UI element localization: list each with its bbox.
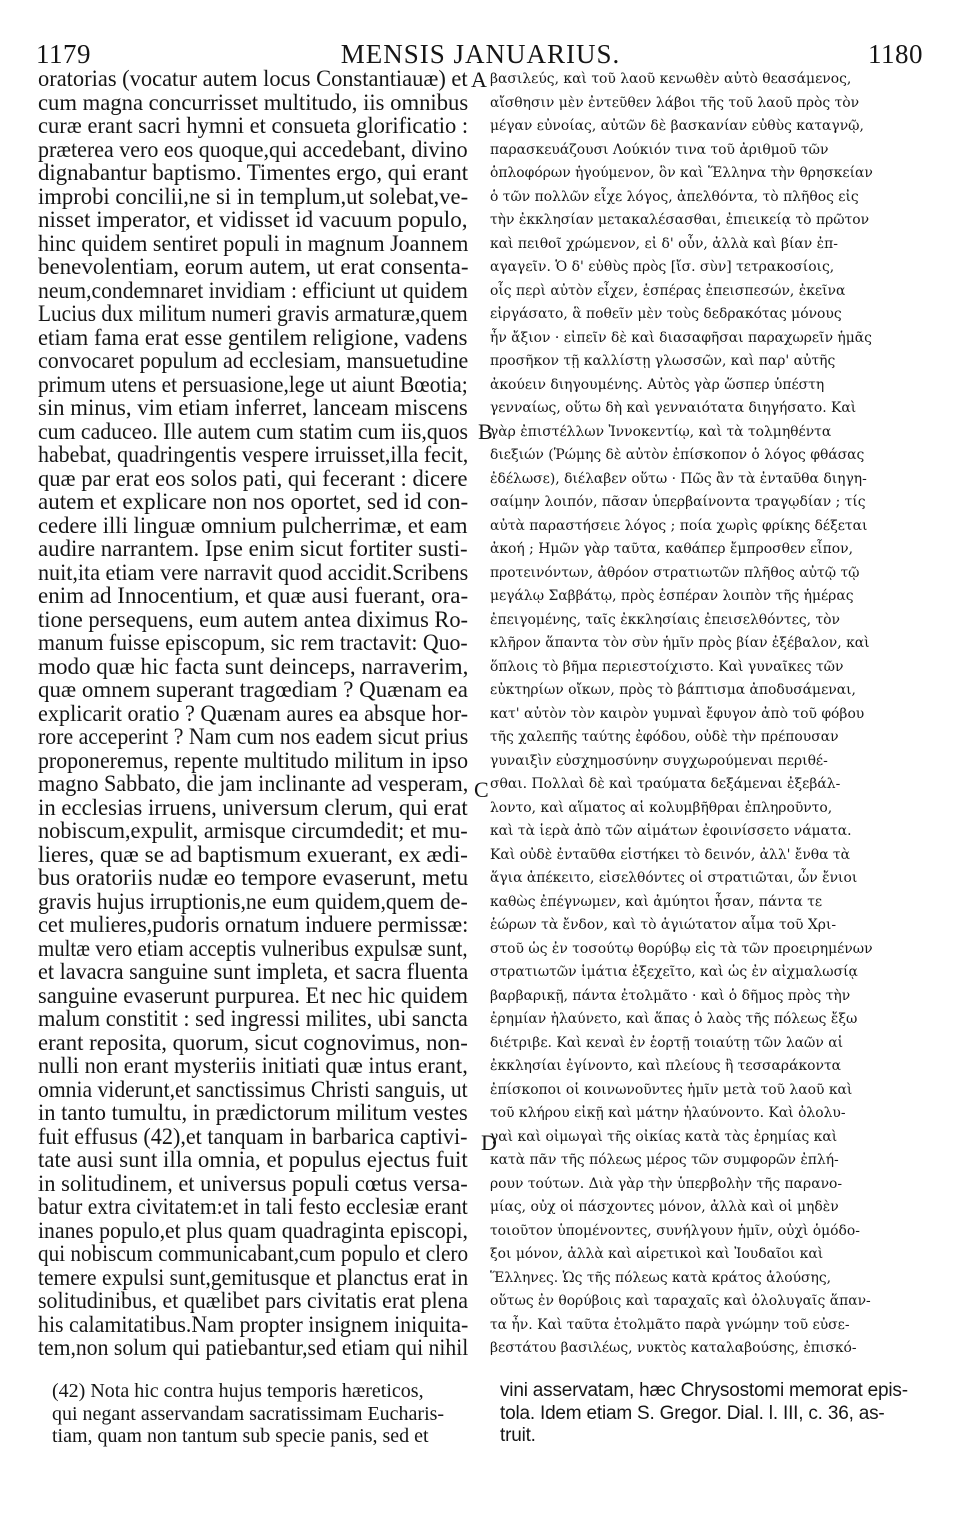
margin-marker-c: C — [474, 777, 489, 802]
footnote-line: truit. — [500, 1425, 536, 1446]
greek-text-line: Ἕλληνες. Ὡς τῆς πόλεως κατὰ κράτος ἁλούσης, — [490, 1269, 832, 1286]
latin-text-line: erant reposita, quorum, sicut cognovimus, non- — [38, 1029, 468, 1056]
latin-text-line: nisset imperator, et vidisset id vacuum populo, — [38, 207, 468, 233]
greek-text-line: οὕτως ἐν θορύβοις καὶ ταραχαῖς καὶ ὀλολυγαῖς ἅπαν- — [490, 1293, 871, 1309]
greek-text-column — [490, 68, 922, 1361]
greek-text-line: κλῆρον ἅπαντα τὸν σὺν ἡμῖν πρὸς βίαν ἐξέβαλον, καὶ — [490, 635, 870, 651]
greek-text-line: αἴσθησιν μὲν ἐντεῦθεν λάβοι τῆς τοῦ λαοῦ πρὸς τὸν — [490, 94, 860, 111]
latin-text-line: fuit effusus (42),et tanquam in barbarica captivi- — [38, 1123, 468, 1150]
latin-text-line: his calamitatibus.Nam propter insignem iniquita- — [38, 1311, 469, 1338]
latin-text-line: explicarit oratio ? Quænam aures ea absque hor- — [38, 700, 469, 727]
greek-text-line: γυναιξὶν εὐσχημοσύνην συγχωρούμεναι περιθέ- — [490, 752, 828, 769]
greek-text-line: καὶ πειθοῖ χρώμενον, εἰ δ' οὖν, ἀλλὰ καὶ βίαν ἐπ- — [490, 235, 838, 252]
greek-text-line: αὐτὰ παραστήσειε λόγος ; ποία χωρὶς φρίκης δέξεται — [490, 517, 868, 534]
latin-text-line: habebat, quadringentis vespere irruisset,illa fecit, — [38, 442, 469, 468]
latin-text-line: cum magna concurrisset multitudo, iis omnibus — [38, 89, 469, 116]
latin-text-line: nulli non erant mysteriis initiati quæ intus erant, — [38, 1053, 468, 1079]
running-title: MENSIS JANUARIUS. — [340, 39, 621, 69]
greek-text-line: εὐκτηρίων οἴκων, πρὸς τὸ βάπτισμα ἀποδυσάμεναι, — [490, 682, 856, 698]
latin-text-line: manum fuisse episcopum, sic rem tractavit: Quo- — [38, 630, 468, 656]
greek-text-line: προτεινόντων, ἀθρόον στρατιωτῶν πλῆθος αὐτῷ τῷ — [490, 564, 860, 581]
latin-text-line: modo quæ hic facta sunt deinceps, narraverim, — [38, 653, 469, 680]
latin-text-line: omnia viderunt,et sanctissimus Christi sanguis, ut — [38, 1076, 468, 1103]
footnote-line: tiam, quam non tantum sub specie panis, sed et — [52, 1425, 429, 1447]
greek-text-line: ἀκοή ; Ημῶν γὰρ ταῦτα, καθάπερ ἔμπροσθεν εἶπον, — [490, 541, 854, 557]
greek-text-line: ὁπλοφόρων ἡγούμενον, ὃν καὶ Ἕλληνα τὴν θρησκείαν — [490, 165, 873, 181]
latin-text-line: quæ par erat eos solos pati, qui fecerant : dicere — [38, 465, 468, 492]
latin-text-line: tem,non solum qui patiebantur,sed etiam qui nihil — [38, 1335, 469, 1361]
latin-text-line: sanguine evaserunt purpurea. Et nec hic quidem — [38, 982, 468, 1009]
latin-text-line: solitudinibus, et quælibet pars civitatis erat plena — [38, 1288, 469, 1314]
margin-marker-b: B — [478, 419, 493, 444]
latin-text-line: temere expulsi sunt,gemitusque et planctus erat in — [38, 1264, 469, 1291]
greek-text-line: τοιοῦτον ὑπομένοντες, συνήλγουν ἡμῖν, οὐχὶ ὁμόδο- — [490, 1222, 860, 1239]
greek-text-line: τῆς χαλεπῆς ταύτης ἐφόδου, οὐδὲ τὴν πρέπουσαν — [490, 729, 839, 745]
greek-text-line: τοῦ κλήρου εἰκῇ καὶ μάτην ἠλαύνοντο. Καὶ ὀλολυ- — [490, 1105, 846, 1121]
latin-text-line: gravis hujus irruptionis,ne eum quidem,quem de- — [38, 888, 468, 915]
greek-text-line: γενναίως, οὕτω δὴ καὶ γενναιότατα διηγήσατο. Καὶ — [490, 400, 857, 416]
greek-text-line: ἐπίσκοποι οἱ κοινωνοῦντες ἡμῖν μετὰ τοῦ λαοῦ καὶ — [490, 1081, 853, 1098]
greek-text-line: μεγάλῳ Σαββάτῳ, πρὸς ἑσπέραν λοιπὸν τῆς ἡμέρας — [490, 588, 854, 604]
latin-text-line: magno Sabbato, die jam inclinante ad vesperam, — [38, 771, 469, 797]
latin-text-line: enim ad Innocentium, et quæ ausi fuerant, ora- — [38, 583, 469, 609]
greek-text-line: ὁ τῶν πολλῶν εἶχε λόγος, ἀπελθόντα, τὸ πλῆθος εἰς — [490, 188, 859, 205]
footnote-line: qui negant asservandam sacratissimam Eucharis- — [52, 1402, 445, 1425]
greek-text-line: διέτριβε. Καὶ κεναὶ ἐν ἑορτῇ τοιαύτῃ τῶν λαῶν αἱ — [490, 1034, 844, 1051]
greek-text-line: ἐκκλησίαι ἐγίνοντο, καὶ πλείους ἢ τεσσαράκοντα — [490, 1058, 842, 1074]
greek-text-line: παρασκευάζουσι Λούκιόν τινα τοῦ ἀριθμοῦ τῶν — [490, 141, 829, 158]
greek-text-line: αγαγεῖν. Ὁ δ' εὐθὺς πρὸς [ἴσ. σὺν] τετρακοσίοις, — [490, 259, 835, 275]
latin-text-line: inanes populo,et plus quam quadraginta episcopi, — [38, 1217, 469, 1244]
right-column-number: 1180 — [868, 39, 923, 69]
greek-text-line: σθαι. Πολλαὶ δὲ καὶ τραύματα δεξάμεναι ἐξεβάλ- — [490, 776, 841, 792]
greek-text-line: στοῦ ὡς ἐν τοσούτῳ θορύβῳ εἰς τὰ τῶν προειρημένων — [490, 940, 873, 957]
greek-text-line: οἷς περὶ αὐτὸν εἶχεν, ἑσπέρας ἐπεισπεσών, ἐκεῖνα — [490, 282, 846, 299]
greek-text-line: διεξιών (Ῥώμης δὲ αὐτὸν ἐπίσκοπον ὁ λόγος φθάσας — [490, 447, 865, 463]
greek-text-line: ξοι μόνον, ἀλλὰ καὶ αἱρετικοὶ καὶ Ἰουδαῖοι καὶ — [490, 1246, 824, 1262]
latin-text-line: convocaret populum ad ecclesiam, mansuetudine — [38, 348, 469, 374]
margin-marker-d: D — [481, 1130, 497, 1155]
latin-text-line: dignabantur baptismo. Timentes ergo, qui erant — [38, 160, 469, 186]
greek-text-line: ἐρημίαν ἠλαύνετο, καὶ ἅπας ὁ λαὸς τῆς πόλεως ἔξω — [490, 1011, 858, 1027]
latin-text-line: qui nobiscum communicabant,cum populo et clero — [38, 1241, 469, 1267]
greek-text-line: τα ἦν. Καὶ ταῦτα ἐτολμᾶτο παρὰ γνώμην τοῦ εὐσε- — [490, 1316, 850, 1333]
footnote-line: tola. Idem etiam S. Gregor. Dial. l. III, c. 36, as- — [500, 1402, 885, 1424]
greek-text-line: καθὼς ἐπέγνωμεν, καὶ ἀμύητοι ἦσαν, πάντα τε — [490, 893, 823, 910]
latin-text-line: benevolentiam, eorum autem, ut erat consenta- — [38, 254, 469, 280]
greek-text-line: ἦν ἄξιον · εἰπεῖν δὲ καὶ διασαφῆσαι παραχωρεῖν ἡμᾶς — [490, 329, 872, 346]
greek-text-line: σαίμην λοιπόν, πᾶσαν ὑπερβαίνοντα τραγῳδίαν ; τίς — [490, 494, 866, 510]
greek-text-line: ὅπλοις τὸ βῆμα περιεστοίχιστο. Καὶ γυναῖκες τῶν — [490, 658, 844, 675]
latin-text-line: hinc quidem sentiret populi in magnum Joannem — [38, 230, 469, 257]
latin-text-line: cet mulieres,pudoris ornatum induere permissæ: — [38, 912, 469, 938]
latin-text-line: præterea vero eos quoque,qui accedebant, divino — [38, 136, 468, 163]
latin-text-line: etiam fama erat esse gentilem religione, vadens — [38, 324, 468, 351]
footnote-left — [52, 1380, 444, 1448]
latin-text-line: oratorias (vocatur autem locus Constantiauæ) et — [38, 66, 468, 92]
latin-text-column — [38, 68, 484, 1361]
latin-text-line: in solitudinem, et universus populi cœtus versa- — [38, 1170, 468, 1197]
footnote-right — [500, 1380, 908, 1448]
latin-text-line: proponeremus, repente multitudo militum in ipso — [38, 747, 469, 774]
greek-text-line: ἀκούειν διηγουμένης. Αὐτὸς γὰρ ὥσπερ ὑπέστη — [490, 376, 825, 393]
greek-text-line: καὶ τὰ ἱερὰ ἀπὸ τῶν αἱμάτων ἐφοινίσσετο νάματα. — [490, 823, 852, 839]
footnote-line: (42) Nota hic contra hujus temporis hæreticos, — [52, 1380, 424, 1402]
greek-text-line: ἅγια ἀπέκειτο, εἰσελθόντες οἱ στρατιῶται, ὧν ἔνιοι — [490, 870, 858, 886]
greek-text-line: μίας, οὐχ οἱ πάσχοντες μόνον, ἀλλὰ καὶ οἱ μηδὲν — [490, 1199, 839, 1215]
latin-text-line: Lucius dux militum numeri gravis armaturæ,quem — [38, 301, 468, 327]
greek-text-line: κατὰ πᾶν τῆς πόλεως μέρος τῶν συμφορῶν ἐπλή- — [490, 1152, 839, 1168]
latin-text-line: malum constitit : sed ingressi milites, ubi sancta — [38, 1006, 468, 1032]
greek-text-line: στρατιωτῶν ἱμάτια ἐξεχεῖτο, καὶ ὡς ἐν αἰχμαλωσίᾳ — [490, 964, 858, 980]
greek-text-line: ρουν τούτων. Διὰ γὰρ τὴν ὑπερβολὴν τῆς παρανο- — [490, 1175, 843, 1192]
latin-text-line: sin minus, vim etiam inferret, lanceam miscens — [38, 395, 468, 421]
latin-text-line: tate ausi sunt illa omnia, et populus ejectus fuit — [38, 1147, 468, 1173]
greek-text-line: ἐδέλωσε), διέλαβεν οὕτω · Πῶς ἂν τὰ ἐνταῦθα διηγη- — [490, 470, 867, 487]
greek-text-line: Καὶ οὐδὲ ἐνταῦθα εἱστήκει τὸ δεινόν, ἀλλ' ἔνθα τὰ — [490, 846, 850, 863]
latin-text-line: cum caduceo. Ille autem cum statim cum iis,quos — [38, 418, 468, 445]
greek-text-line: εἰργάσατο, ἃ ποθεῖν μὲν τοὺς δεδρακότας μόνους — [490, 306, 842, 322]
greek-text-line: κατ' αὐτὸν τὸν καιρὸν γυμναὶ ἔφυγον ἀπὸ τοῦ φόβου — [490, 705, 865, 722]
greek-text-line: γαὶ καὶ οἰμωγαὶ τῆς οἰκίας κατὰ τὰς ἐρημίας καὶ — [490, 1128, 838, 1145]
latin-text-line: in ecclesias irruens, universum clerum, qui erat — [38, 794, 468, 821]
latin-text-line: curæ erant sacri hymni et consueta glorificatio : — [38, 113, 469, 139]
greek-text-line: ἐπειγομένης, ταῖς ἐκκλησίαις ἐπεισελθόντες, τὸν — [490, 611, 840, 628]
greek-text-line: τὴν ἐκκλησίαν μετακαλέσασθαι, ἐπιεικείᾳ τὸ πρῶτον — [490, 212, 870, 228]
latin-text-line: audire narrantem. Ipse enim sicut fortiter susti- — [38, 536, 468, 562]
greek-text-line: ἑώρων τὰ ἔνδον, καὶ τὸ ἁγιώτατον αἷμα τοῦ Χρι- — [490, 917, 837, 933]
left-column-number: 1179 — [36, 39, 91, 69]
greek-text-line: βαρβαρικῇ, πάντα ἐτολμᾶτο · καὶ ὁ δῆμος πρὸς τὴν — [490, 987, 851, 1004]
latin-text-line: batur extra civitatem:et in tali festo ecclesiæ erant — [38, 1194, 468, 1220]
latin-text-line: multæ vero etiam acceptis vulneribus expulsæ sunt, — [38, 935, 468, 962]
latin-text-line: quæ omnem superant tragœdiam ? Quænam ea — [38, 677, 468, 703]
latin-text-line: tione persequens, eum autem antea diximus Ro- — [38, 606, 469, 633]
greek-text-line: μέγαν εὐνοίας, αὐτῶν δὲ βασκανίαν εὐθὺς καταγνῷ, — [490, 118, 864, 134]
greek-text-line: λοντο, καὶ αἵματος αἱ κολυμβῆθραι ἐπληροῦντο, — [490, 799, 833, 816]
latin-text-line: primum utens et persuasione,lege ut aiunt Bœotia; — [38, 371, 468, 398]
latin-text-line: bus oratoriis nudæ eo tempore evaserunt, metu — [38, 865, 469, 891]
latin-text-line: et lavacra sanguine sunt impleta, et sacra fluenta — [38, 959, 469, 985]
greek-text-line: βεστάτου βασιλέως, νυκτὸς καταλαβούσης, ἐπισκό- — [490, 1340, 857, 1356]
latin-text-line: improbi concilii,ne si in templum,ut solebat,ve- — [38, 183, 469, 210]
latin-text-line: neum,condemnaret invidiam : efficiunt ut quidem — [38, 277, 468, 304]
greek-text-line: προσῆκον τῇ καλλίστῃ γλωσσῶν, καὶ παρ' αὐτῆς — [490, 353, 836, 369]
latin-text-line: autem et explicare non nos oportet, sed id con- — [38, 489, 469, 515]
footnote-line: vini asservatam, hæc Chrysostomi memorat epis- — [500, 1380, 908, 1401]
greek-text-line: βασιλεύς, καὶ τοῦ λαοῦ κενωθὲν αὐτὸ θεασάμενος, — [490, 71, 852, 87]
greek-text-line: γὰρ ἐπιστέλλων Ἰννοκεντίῳ, καὶ τὰ τολμηθέντα — [490, 423, 832, 440]
latin-text-line: nobiscum,expulit, armisque circumdedit; et mu- — [38, 818, 468, 844]
latin-text-line: in tanto tumultu, in prædictorum militum vestes — [38, 1100, 468, 1126]
latin-text-line: rore acceperint ? Nam cum nos eadem sicut prius — [38, 724, 469, 750]
margin-marker-a: A — [471, 67, 487, 92]
latin-text-line: lieres, quæ se ad baptismum exuerant, ex ædi- — [38, 841, 468, 868]
latin-text-line: nuit,ita etiam vere narravit quod accidit.Scribens — [38, 559, 469, 586]
latin-text-line: cedere illi linguæ omnium pulcherrimæ, et eam — [38, 512, 468, 539]
